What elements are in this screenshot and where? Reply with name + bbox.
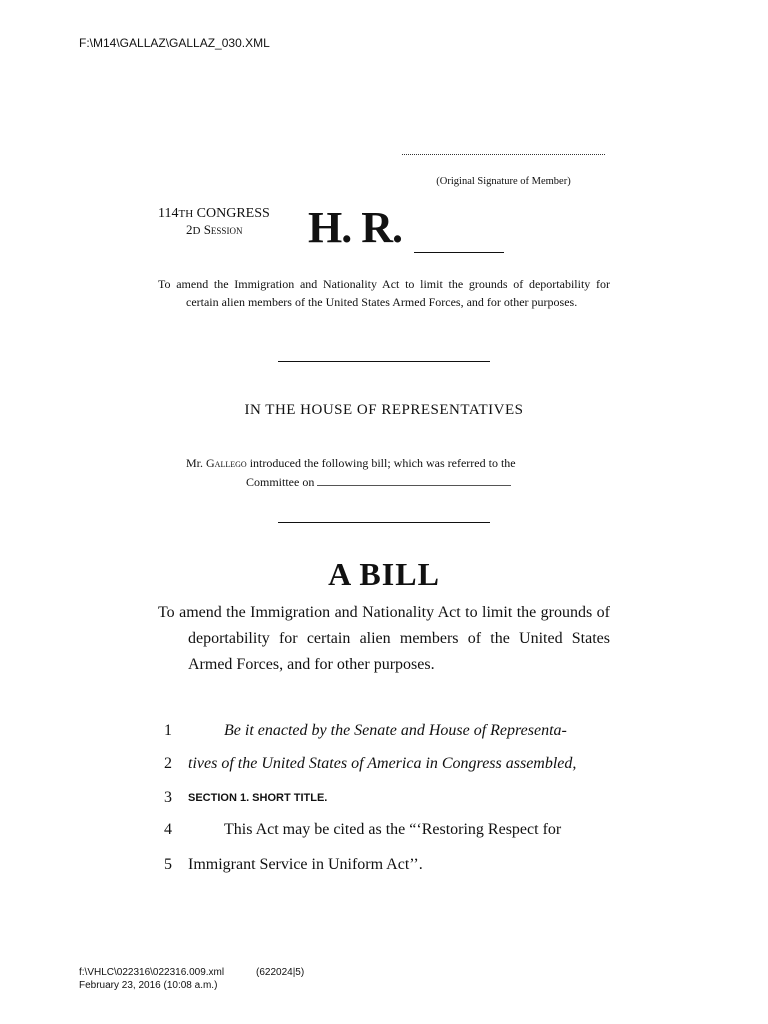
line-number: 2: [164, 755, 172, 772]
congress-num: 114: [158, 206, 179, 221]
file-path: F:\M14\GALLAZ\GALLAZ_030.XML: [79, 36, 270, 50]
bill-number-blank: [414, 252, 504, 253]
line-number: 5: [164, 856, 172, 873]
bill-line-2: [158, 752, 610, 776]
divider-top: [278, 361, 490, 362]
introduction: [186, 454, 586, 492]
intro-line-1: [186, 454, 586, 473]
session: [186, 222, 242, 239]
session-suffix: D: [192, 225, 201, 237]
line-number: 3: [164, 789, 172, 806]
session-num: 2: [186, 222, 193, 237]
divider-bottom: [278, 522, 490, 523]
sponsor-name: Gallego: [206, 456, 247, 470]
bill-id: H. R.: [308, 203, 402, 252]
intro-committee: Committee on: [246, 475, 315, 489]
purpose-full: [158, 600, 610, 678]
congress-word: CONGRESS: [196, 206, 270, 221]
purpose-summary-text: To amend the Immigration and Nationality Act to limit the grounds of deportability for certain alien members of the United States Armed Forces, and for other purposes.: [158, 277, 610, 309]
intro-text-1: introduced the following bill; which was referred to the: [246, 456, 516, 470]
bill-line-1: [158, 719, 610, 743]
session-word: Session: [203, 222, 243, 237]
bill-title: A BILL: [328, 556, 440, 592]
footer-file: f:\VHLC\022316\022316.009.xml: [79, 967, 225, 978]
bill-line-4: [158, 818, 610, 842]
line-number: 1: [164, 722, 172, 739]
intro-mr: Mr.: [186, 456, 204, 470]
footer-date: February 23, 2016 (10:08 a.m.): [79, 980, 218, 991]
intro-line-2: [186, 473, 586, 492]
bill-line-5: [158, 853, 610, 877]
line-text: Be it enacted by the Senate and House of Representa-: [224, 722, 567, 739]
committee-blank: [317, 475, 511, 486]
line-text: This Act may be cited as the “‘Restoring Respect for: [224, 821, 562, 838]
line-text: tives of the United States of America in Congress assembled,: [188, 755, 577, 772]
bill-line-3: [158, 786, 610, 810]
footer: [79, 966, 305, 992]
congress-suffix: TH: [178, 208, 194, 220]
purpose-full-text: To amend the Immigration and Nationality Act to limit the grounds of deportability for certain alien members of the United States Armed Forces, and for other purposes.: [158, 604, 610, 673]
section-heading: SECTION 1. SHORT TITLE.: [188, 792, 328, 804]
congress-number: [158, 206, 270, 222]
signature-label: (Original Signature of Member): [436, 176, 571, 187]
signature-line: [402, 154, 605, 155]
line-number: 4: [164, 821, 172, 838]
footer-code: (622024|5): [256, 967, 305, 978]
line-text: Immigrant Service in Uniform Act’’.: [188, 856, 423, 873]
purpose-summary: [158, 275, 610, 311]
chamber-heading: IN THE HOUSE OF REPRESENTATIVES: [244, 402, 524, 418]
